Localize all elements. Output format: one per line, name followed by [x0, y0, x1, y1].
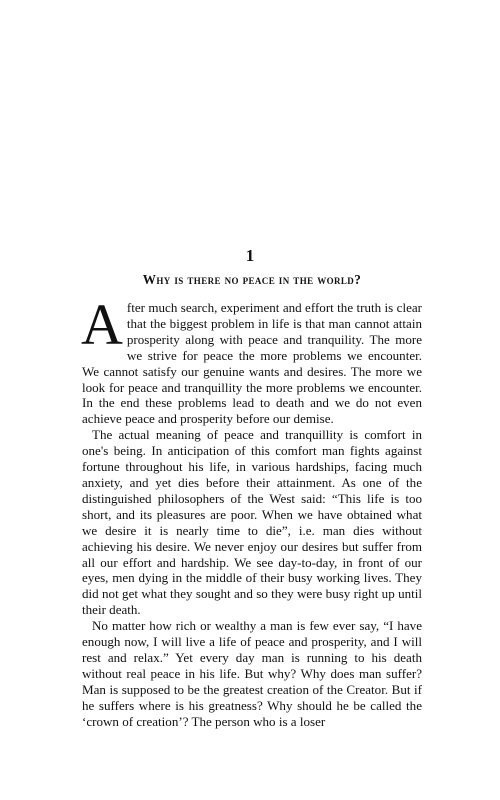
chapter-body: [81, 292, 422, 729]
paragraph-3: No matter how rich or wealthy a man is few ever say, “I have enough now, I will live a life of peace and prosperity, and I will rest and relax.” Yet every day man is running to his death without real peace in his life. But why? Why does man suffer? Man is supposed to be the greatest creation of the Creator. But if he suffers where is his greatness? Why should he be called the ‘crown of creation’? The person who is a loser: [82, 618, 422, 729]
paragraph-1: [81, 292, 422, 427]
paragraph-1-text: fter much search, experiment and effort the truth is clear that the biggest problem in life is that man cannot attain prosperity along with peace and tranquility. The more we strive for peace the more problems we encounter. We cannot satisfy our genuine wants and desires. The more we look for peace and tranquillity the more problems we encounter. In the end these problems lead to death and we do not even achieve peace and prosperity before our demise.: [82, 300, 422, 427]
chapter-number: 1: [245, 246, 255, 265]
paragraph-2: The actual meaning of peace and tranquillity is comfort in one's being. In anticipation of this comfort man fights against fortune throughout his life, in various hardships, facing much anxiety, and yet dies before their attainment. As one of the distinguished philosophers of the West said: “This life is too short, and its pleasures are poor. When we have obtained what we desire it is nearly time to die”, i.e. man dies without achieving his desire. We never enjoy our desires but suffer from all our effort and hardship. We see day-to-day, in front of our eyes, men dying in the middle of their busy working lives. They did not get what they sought and so they were busy right up until their death.: [82, 427, 422, 618]
drop-cap: A: [81, 292, 123, 357]
chapter-title: Why is there no peace in the world?: [142, 272, 362, 287]
